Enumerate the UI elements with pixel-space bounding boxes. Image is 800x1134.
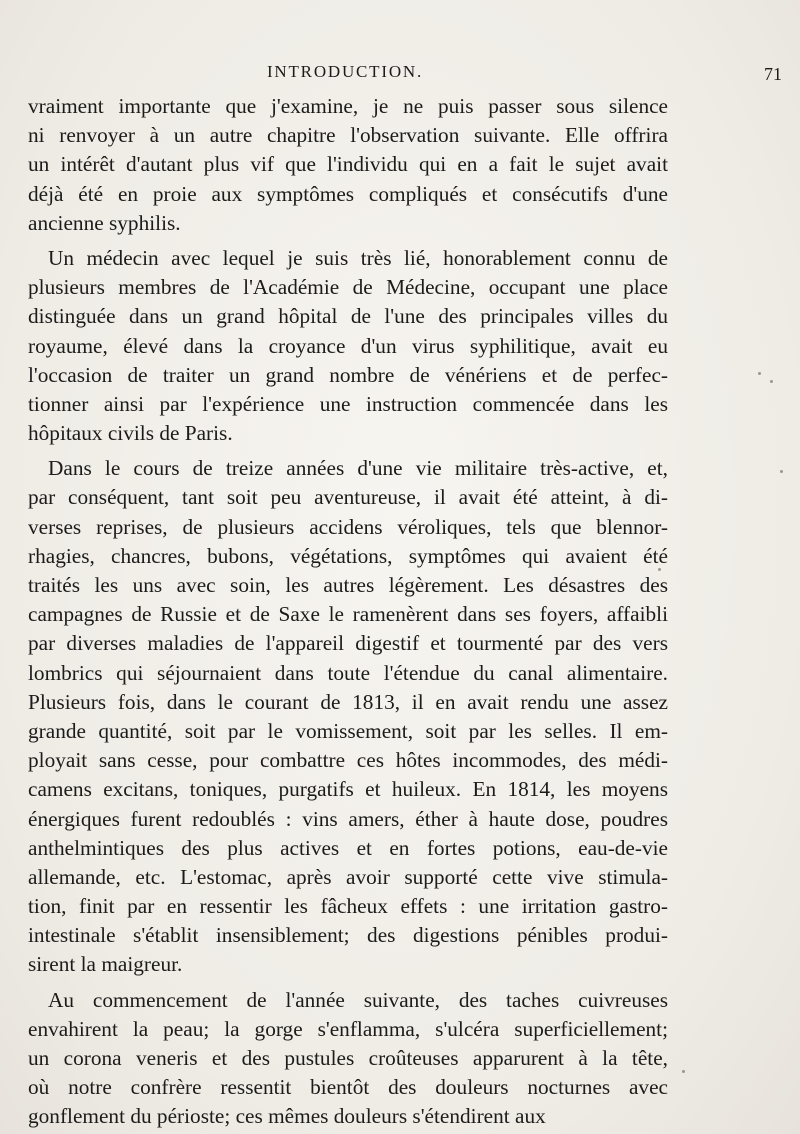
text-line: un corona veneris et des pustules croûteuses apparurent à la tête, — [28, 1046, 668, 1070]
text-line: tion, finit par en ressentir les fâcheux effets : une irritation gastro- — [28, 894, 668, 919]
text-line: l'occasion de traiter un grand nombre de vénériens et de perfec- — [28, 362, 668, 387]
text-line: tionner ainsi par l'expérience une instruction commencée dans les — [28, 391, 668, 416]
text-line: par conséquent, tant soit peu aventureuse, il avait été atteint, à di- — [28, 485, 668, 510]
running-head — [28, 62, 782, 86]
text-line: par diverses maladies de l'appareil digestif et tourmenté par des vers — [28, 631, 668, 656]
paragraph — [28, 454, 668, 979]
paper-speck — [780, 470, 783, 473]
text-line: un intérêt d'autant plus vif que l'individu qui en a fait le sujet avait — [28, 152, 668, 177]
text-line: rhagies, chancres, bubons, végétations, symptômes qui avaient été — [28, 543, 668, 568]
paper-speck — [758, 372, 761, 375]
text-line: Plusieurs fois, dans le courant de 1813, il en avait rendu une assez — [28, 689, 668, 714]
page-number: 71 — [764, 64, 782, 84]
text-line: Dans le cours de treize années d'une vie militaire très-active, et, — [48, 456, 668, 481]
text-line: lombrics qui séjournaient dans toute l'étendue du canal alimentaire. — [28, 660, 668, 685]
text-line: ni renvoyer à un autre chapitre l'observation suivante. Elle offrira — [28, 123, 668, 148]
text-line: intestinale s'établit insensiblement; des digestions pénibles produi- — [28, 923, 668, 948]
text-line: hôpitaux civils de Paris. — [28, 421, 233, 446]
text-line: distinguée dans un grand hôpital de l'une des principales villes du — [28, 304, 668, 329]
paper-speck — [682, 1070, 685, 1073]
body-text — [28, 92, 668, 1132]
running-title: INTRODUCTION. — [266, 62, 424, 81]
paragraph — [28, 986, 668, 1132]
text-line: ployait sans cesse, pour combattre ces hôtes incommodes, des médi- — [28, 748, 668, 773]
text-line: royaume, élevé dans la croyance d'un virus syphilitique, avait eu — [28, 333, 668, 358]
text-line: anthelmintiques des plus actives et en fortes potions, eau-de-vie — [28, 835, 668, 860]
paper-speck — [770, 380, 773, 383]
text-line: envahirent la peau; la gorge s'enflamma, s'ulcéra superficiellement; — [28, 1016, 668, 1041]
text-line: plusieurs membres de l'Académie de Médecine, occupant une place — [28, 275, 668, 300]
text-line: vraiment importante que j'examine, je ne puis passer sous silence — [28, 94, 668, 118]
paragraph — [28, 244, 668, 448]
text-line: allemande, etc. L'estomac, après avoir supporté cette vive stimula- — [28, 864, 668, 889]
text-line: gonflement du périoste; ces mêmes douleurs s'étendirent aux — [28, 1104, 546, 1129]
text-line: où notre confrère ressentit bientôt des douleurs nocturnes avec — [28, 1075, 668, 1100]
text-line: verses reprises, de plusieurs accidens véroliques, tels que blennor- — [28, 514, 668, 539]
paper-speck — [658, 568, 661, 571]
text-line: sirent la maigreur. — [28, 952, 183, 977]
text-line: déjà été en proie aux symptômes compliqués et consécutifs d'une — [28, 181, 668, 206]
text-line: ancienne syphilis. — [28, 210, 181, 235]
text-line: traités les uns avec soin, les autres légèrement. Les désastres des — [28, 573, 668, 597]
text-line: Au commencement de l'année suivante, des taches cuivreuses — [48, 987, 668, 1012]
text-line: grande quantité, soit par le vomissement, soit par les selles. Il em- — [28, 718, 668, 743]
text-line: Un médecin avec lequel je suis très lié, honorablement connu de — [48, 245, 668, 270]
paragraph — [28, 92, 668, 238]
text-line: camens excitans, toniques, purgatifs et huileux. En 1814, les moyens — [28, 777, 668, 802]
text-line: campagnes de Russie et de Saxe le ramenèrent dans ses foyers, affaibli — [28, 602, 668, 627]
text-line: énergiques furent redoublés : vins amers, éther à haute dose, poudres — [28, 806, 668, 831]
